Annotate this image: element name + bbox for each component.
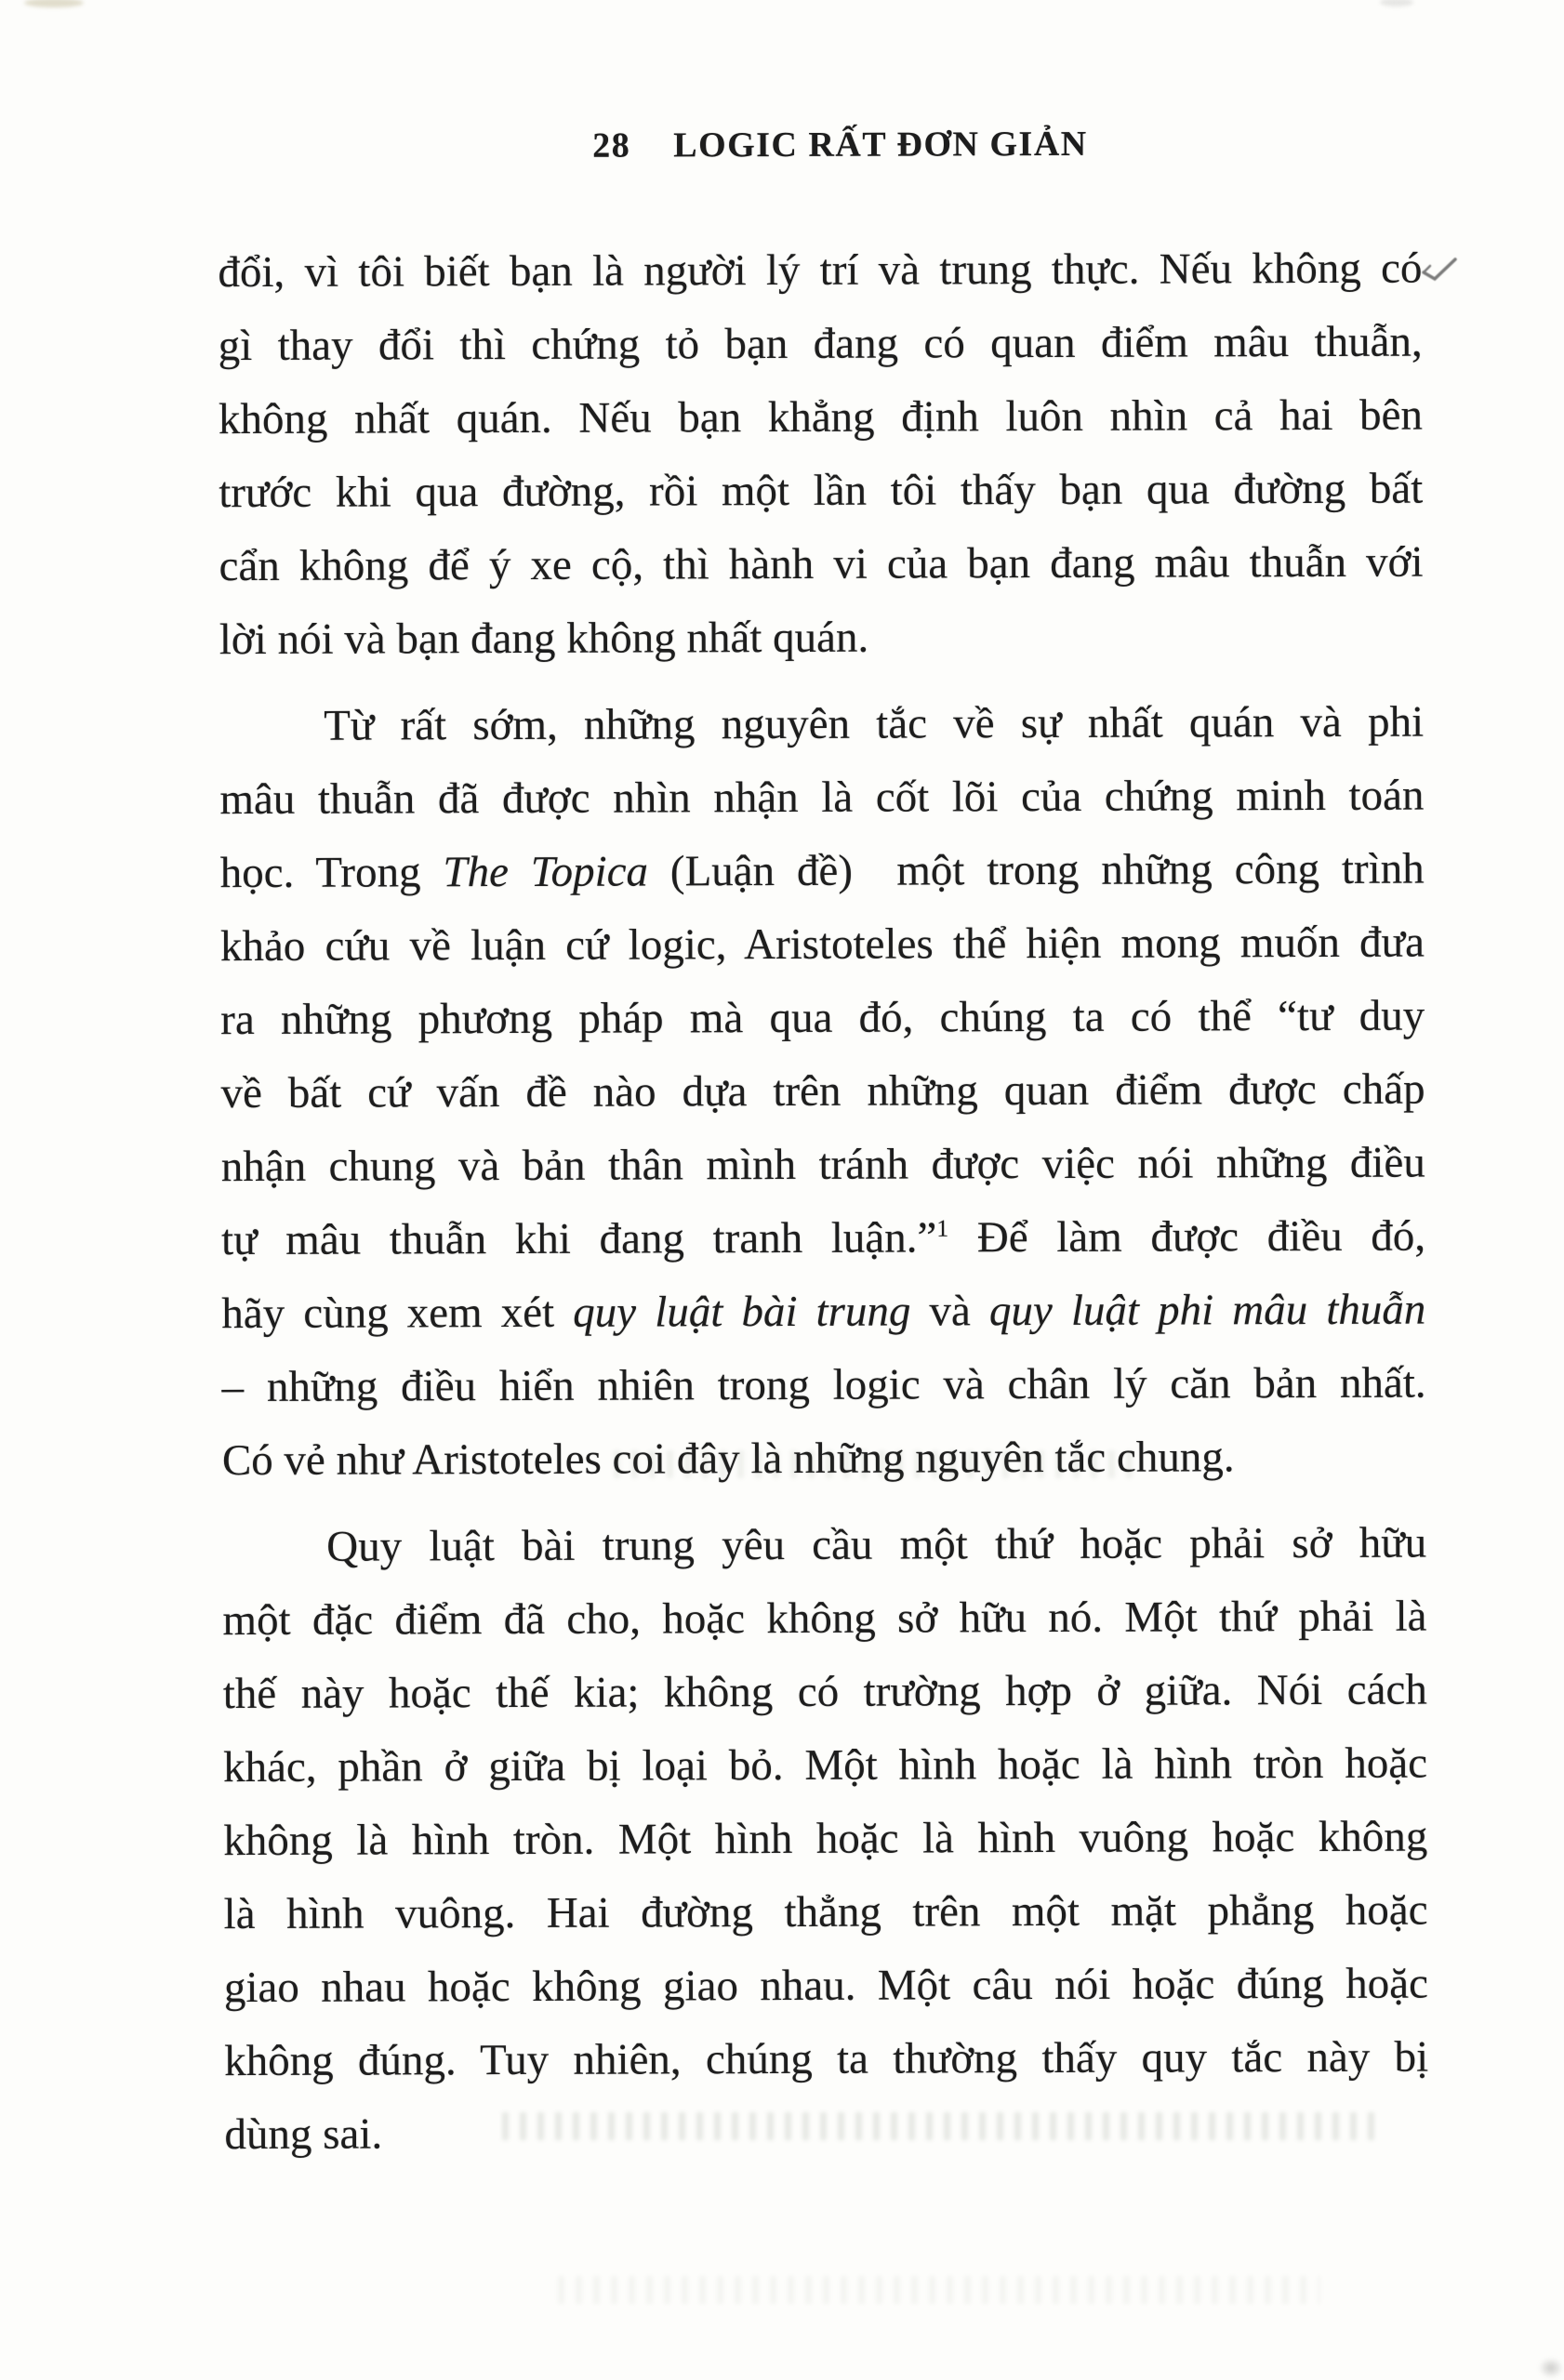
- text-segment: trước khi qua đường, rồi một lần tôi thấy bạn qua đường bất: [219, 464, 1424, 518]
- text-segment: về bất cứ vấn đề nào dựa trên những quan điểm được chấp: [220, 1064, 1425, 1118]
- text-segment: (Luận đề) một trong những công trình: [647, 844, 1425, 896]
- italic-text: quy luật phi mâu thuẫn: [988, 1285, 1426, 1336]
- italic-text: quy luật bài trung: [573, 1287, 911, 1337]
- page-number: 28: [592, 126, 631, 165]
- text-line: [219, 306, 1423, 384]
- text-segment: là hình vuông. Hai đường thẳng trên một mặt phẳng hoặc: [223, 1885, 1428, 1939]
- text-line: [220, 980, 1425, 1058]
- text-line: [222, 1580, 1426, 1659]
- text-line: [223, 1874, 1427, 1952]
- text-line: [223, 1727, 1427, 1805]
- italic-text: The Topica: [443, 847, 649, 897]
- text-segment: cẩn không để ý xe cộ, thì hành vi của bạn đang mâu thuẫn với: [219, 537, 1424, 591]
- page-header: [238, 123, 1442, 168]
- text-line: [219, 686, 1424, 764]
- text-segment: đổi, vì tôi biết bạn là người lý trí và trung thực. Nếu không có: [218, 244, 1423, 298]
- text-segment: Có vẻ như Aristoteles coi đây là những nguyên tắc chung.: [221, 1433, 1235, 1486]
- text-line: [220, 906, 1425, 985]
- paragraph: [219, 686, 1426, 1499]
- text-line: [223, 1801, 1427, 1879]
- paragraph: [218, 232, 1424, 678]
- text-segment: mâu thuẫn đã được nhìn nhận là cốt lõi của chứng minh toán: [219, 771, 1425, 825]
- text-line: [221, 1127, 1425, 1205]
- text-segment: không nhất quán. Nếu bạn khẳng định luôn nhìn cả hai bên: [218, 390, 1424, 444]
- text-line: [221, 1200, 1425, 1278]
- body-text: [218, 232, 1428, 2173]
- text-line: [221, 1347, 1425, 1425]
- text-segment: Từ rất sớm, những nguyên tắc về sự nhất quán và phi: [324, 697, 1425, 750]
- text-segment: không là hình tròn. Một hình hoặc là hình vuông hoặc không: [223, 1812, 1428, 1866]
- text-line: [219, 526, 1423, 604]
- text-line: [221, 1274, 1425, 1352]
- text-segment: ra những phương pháp mà qua đó, chúng ta có thể “tư duy: [220, 991, 1425, 1045]
- text-segment: và: [910, 1287, 990, 1336]
- text-segment: tự mâu thuẫn khi đang tranh luận.”: [220, 1213, 937, 1265]
- text-line: [219, 379, 1423, 457]
- text-line: [222, 1421, 1426, 1499]
- text-segment: giao nhau hoặc không giao nhau. Một câu nói hoặc đúng hoặc: [223, 1959, 1428, 2013]
- text-segment: một đặc điểm đã cho, hoặc không sở hữu nó. Một thứ phải là: [222, 1592, 1427, 1646]
- text-line: [220, 833, 1425, 911]
- text-segment: học. Trong: [219, 848, 444, 898]
- text-line: [224, 2095, 1428, 2173]
- text-segment: không đúng. Tuy nhiên, chúng ta thường thấy quy tắc này bị: [224, 2032, 1429, 2086]
- text-line: [223, 1654, 1427, 1732]
- text-line: [220, 1053, 1425, 1131]
- text-segment: lời nói và bạn đang không nhất quán.: [219, 613, 869, 665]
- text-segment: nhận chung và bản thân mình tránh được việc nói những điều: [220, 1138, 1425, 1192]
- text-segment: thế này hoặc thế kia; không có trường hợp ở giữa. Nói cách: [222, 1665, 1427, 1719]
- running-title: LOGIC RẤT ĐƠN GIẢN: [673, 124, 1088, 165]
- text-segment: khác, phần ở giữa bị loại bỏ. Một hình hoặc là hình tròn hoặc: [222, 1739, 1428, 1792]
- text-line: [222, 1507, 1426, 1585]
- text-segment: Quy luật bài trung yêu cầu một thứ hoặc phải sở hữu: [326, 1518, 1427, 1571]
- text-segment: – những điều hiển nhiên trong logic và chân lý căn bản nhất.: [221, 1358, 1426, 1412]
- text-segment: hãy cùng xem xét: [221, 1288, 574, 1339]
- text-segment: gì thay đổi thì chứng tỏ bạn đang có quan điểm mâu thuẫn,: [218, 317, 1423, 371]
- text-line: [218, 232, 1422, 311]
- text-segment: khảo cứu về luận cứ logic, Aristoteles thể hiện mong muốn đưa: [219, 918, 1425, 972]
- text-line: [224, 2021, 1428, 2099]
- text-line: [219, 600, 1424, 678]
- text-segment: dùng sai.: [224, 2109, 383, 2160]
- text-line: [219, 760, 1424, 838]
- footnote-marker: 1: [936, 1214, 949, 1242]
- paragraph: [222, 1507, 1428, 2173]
- text-segment: Để làm được điều đó,: [948, 1211, 1426, 1263]
- text-line: [224, 1948, 1428, 2026]
- text-line: [219, 453, 1423, 531]
